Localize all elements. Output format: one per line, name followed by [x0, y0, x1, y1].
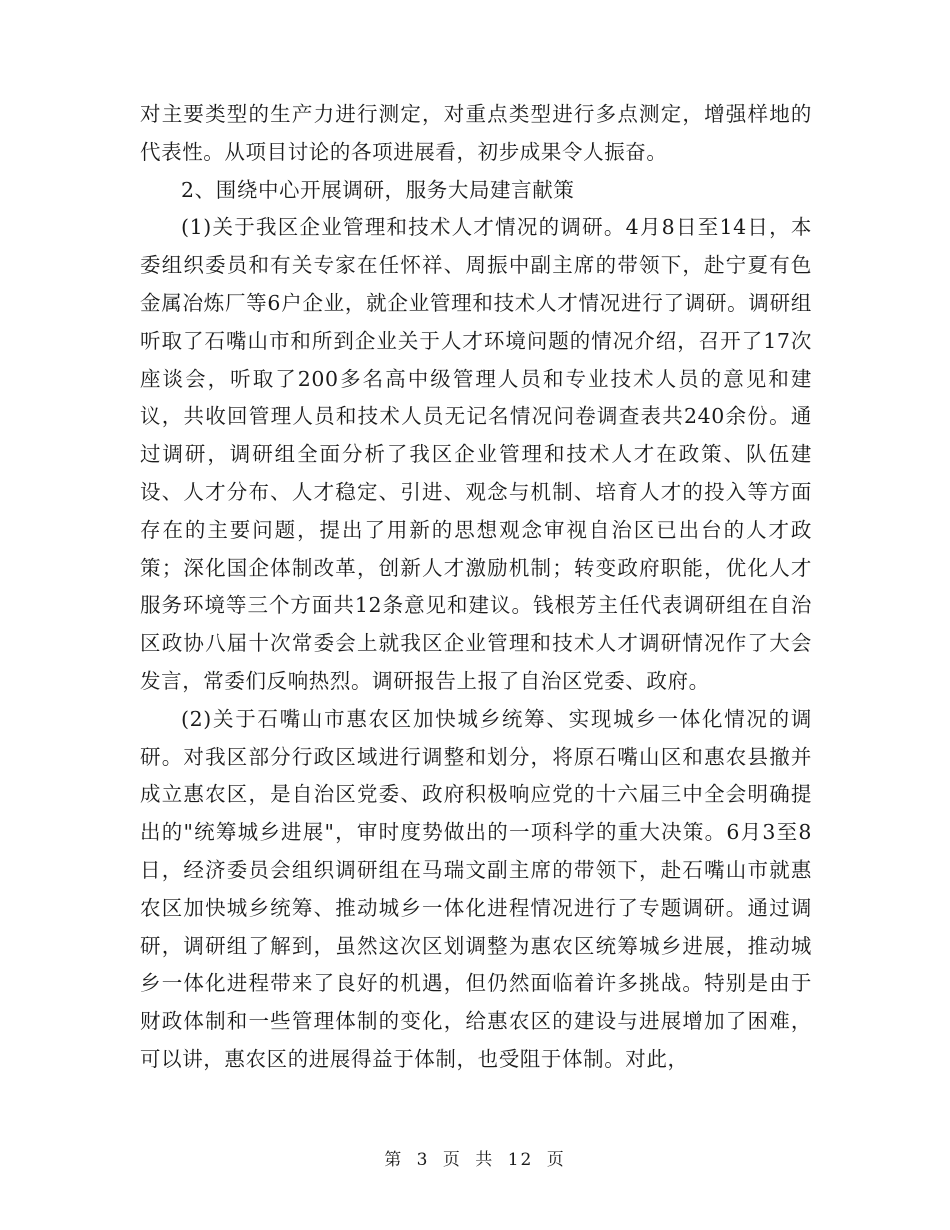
page-number-footer: 第 3 页 共 12 页: [384, 1150, 566, 1170]
paragraph-talent-survey: (1)关于我区企业管理和技术人才情况的调研。4月8日至14日，本委组织委员和有关专家在任怀祥、周振中副主席的带领下，赴宁夏有色金属冶炼厂等6户企业，就企业管理和技术人才情况进行了调研。调研组听取了石嘴山市和所到企业关于人才环境问题的情况介绍，召开了17次座谈会，听取了200多名高中级管理人员和专业技术人员的意见和建议，共收回管理人员和技术人员无记名情况问卷调查表共240余份。通过调研，调研组全面分析了我区企业管理和技术人才在政策、队伍建设、人才分布、人才稳定、引进、观念与机制、培育人才的投入等方面存在的主要问题，提出了用新的思想观念审视自治区已出台的人才政策；深化国企体制改革，创新人才激励机制；转变政府职能，优化人才服务环境等三个方面共12条意见和建议。钱根芳主任代表调研组在自治区政协八届十次常委会上就我区企业管理和技术人才调研情况作了大会发言，常委们反响热烈。调研报告上报了自治区党委、政府。: [140, 215, 812, 693]
paragraph-huinong-survey: (2)关于石嘴山市惠农区加快城乡统筹、实现城乡一体化情况的调研。对我区部分行政区域进行调整和划分，将原石嘴山区和惠农县撤并成立惠农区，是自治区党委、政府积极响应党的十六届三中全会明确提出的"统筹城乡进展"，审时度势做出的一项科学的重大决策。6月3至8日，经济委员会组织调研组在马瑞文副主席的带领下，赴石嘴山市就惠农区加快城乡统筹、推动城乡一体化进程情况进行了专题调研。通过调研，调研组了解到，虽然这次区划调整为惠农区统筹城乡进展，推动城乡一体化进程带来了良好的机遇，但仍然面临着许多挑战。特别是由于财政体制和一些管理体制的变化，给惠农区的建设与进展增加了困难，可以讲，惠农区的进展得益于体制，也受阻于体制。对此，: [140, 706, 812, 1071]
paragraph-continuation: 对主要类型的生产力进行测定，对重点类型进行多点测定，增强样地的代表性。从项目讨论的各项进展看，初步成果令人振奋。: [140, 102, 812, 164]
section-heading: 2、围绕中心开展调研，服务大局建言献策: [181, 177, 575, 202]
document-body: [140, 96, 812, 1079]
